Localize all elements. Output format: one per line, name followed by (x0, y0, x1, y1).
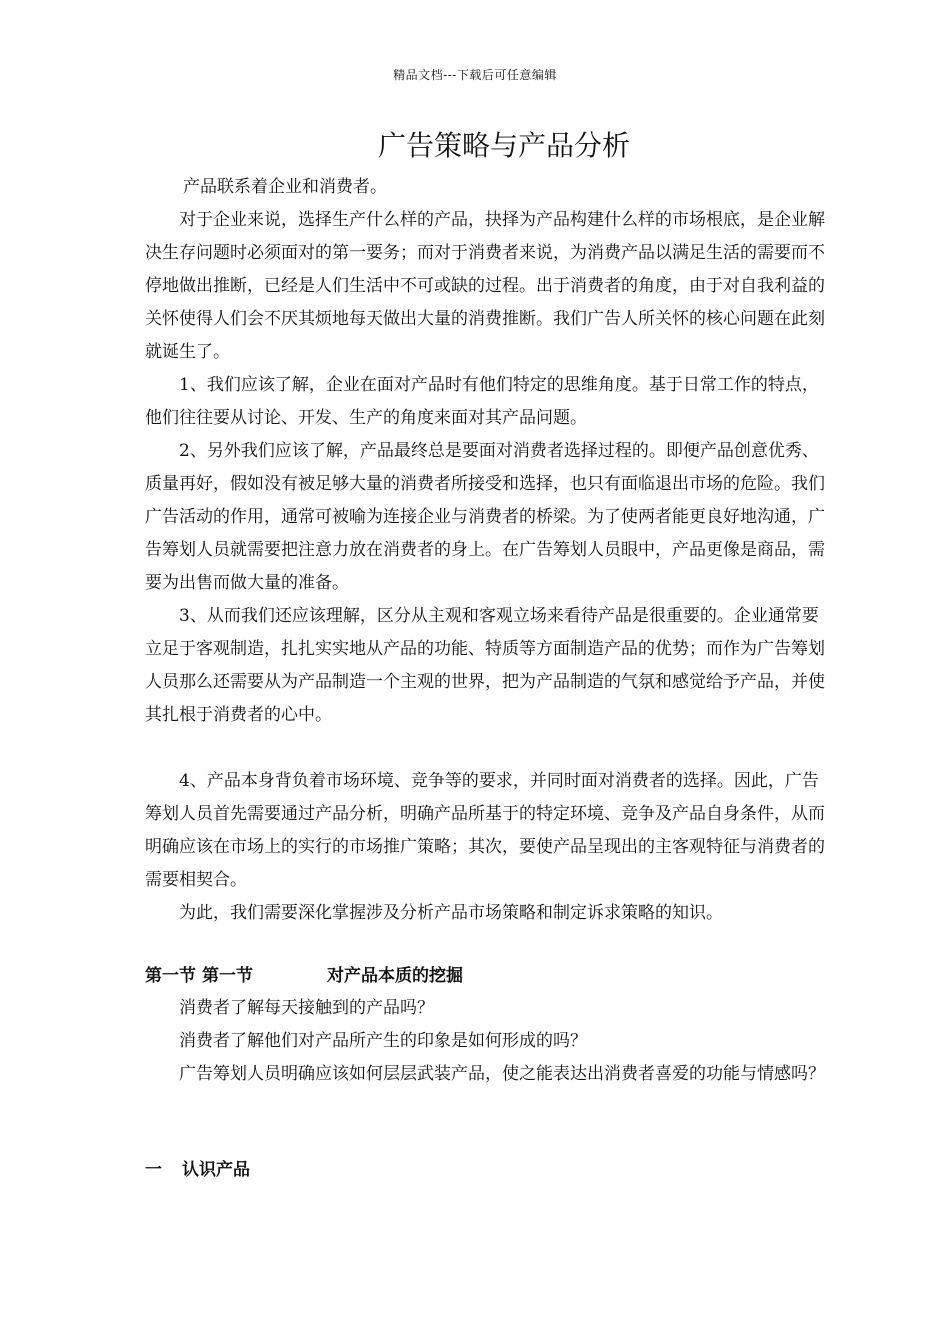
paragraph-gap (145, 732, 825, 765)
subsection-heading (145, 1154, 250, 1187)
section-label-repeat: 第一节 (202, 966, 253, 986)
section-label: 第一节 (145, 966, 196, 986)
question-item: 消费者了解每天接触到的产品吗？ (179, 998, 434, 1018)
header-note: 精品文档---下载后可任意编辑 (393, 68, 557, 82)
paragraph-point-4: 4、产品本身背负着市场环境、竞争等的要求，并同时面对消费者的选择。因此，广告筹划人员首先需要通过产品分析，明确产品所基于的特定环境、竞争及产品自身条件，从而明确应该在市场上的实行的市场推广策略；其次，要使产品呈现出的主客观特征与消费者的需要相契合。 (145, 771, 825, 890)
question-list (145, 992, 825, 1091)
question-item: 广告筹划人员明确应该如何层层武装产品，使之能表达出消费者喜爱的功能与情感吗？ (179, 1064, 825, 1084)
paragraph-point-3: 3、从而我们还应该理解，区分从主观和客观立场来看待产品是很重要的。企业通常要立足于客观制造，扎扎实实地从产品的功能、特质等方面制造产品的优势；而作为广告筹划人员那么还需要从为产品制造一个主观的世界，把为产品制造的气氛和感觉给予产品，并使其扎根于消费者的心中。 (145, 606, 825, 725)
paragraph-enterprise-consumer: 对于企业来说，选择生产什么样的产品，抉择为产品构建什么样的市场根底，是企业解决生存问题时必须面对的第一要务；而对于消费者来说，为消费产品以满足生活的需要而不停地做出推断，已经是人们生活中不可或缺的过程。出于消费者的角度，由于对自我利益的关怀使得人们会不厌其烦地每天做出大量的消费推断。我们广告人所关怀的核心问题在此刻就诞生了。 (145, 210, 825, 362)
section-title: 对产品本质的挖掘 (327, 966, 463, 986)
paragraph-intro: 产品联系着企业和消费者。 (183, 177, 387, 197)
question-item: 消费者了解他们对产品所产生的印象是如何形成的吗？ (179, 1031, 587, 1051)
paragraph-conclusion: 为此，我们需要深化掌握涉及分析产品市场策略和制定诉求策略的知识。 (179, 903, 723, 923)
paragraph-point-2: 2、另外我们应该了解，产品最终总是要面对消费者选择过程的。即便产品创意优秀、质量再好，假如没有被足够大量的消费者所接受和选择，也只有面临退出市场的危险。我们广告活动的作用，通常可被喻为连接企业与消费者的桥梁。为了使两者能更良好地沟通，广告筹划人员就需要把注意力放在消费者的身上。在广告筹划人员眼中，产品更像是商品，需要为出售而做大量的准备。 (145, 441, 825, 593)
document-title: 广告策略与产品分析 (377, 129, 630, 162)
section-heading (145, 960, 463, 993)
subsection-title: 认识产品 (182, 1160, 250, 1180)
subsection-number: 一 (145, 1160, 162, 1180)
paragraph-point-1: 1、我们应该了解，企业在面对产品时有他们特定的思维角度。基于日常工作的特点，他们往往要从讨论、开发、生产的角度来面对其产品问题。 (145, 375, 819, 428)
body-text (145, 171, 825, 930)
